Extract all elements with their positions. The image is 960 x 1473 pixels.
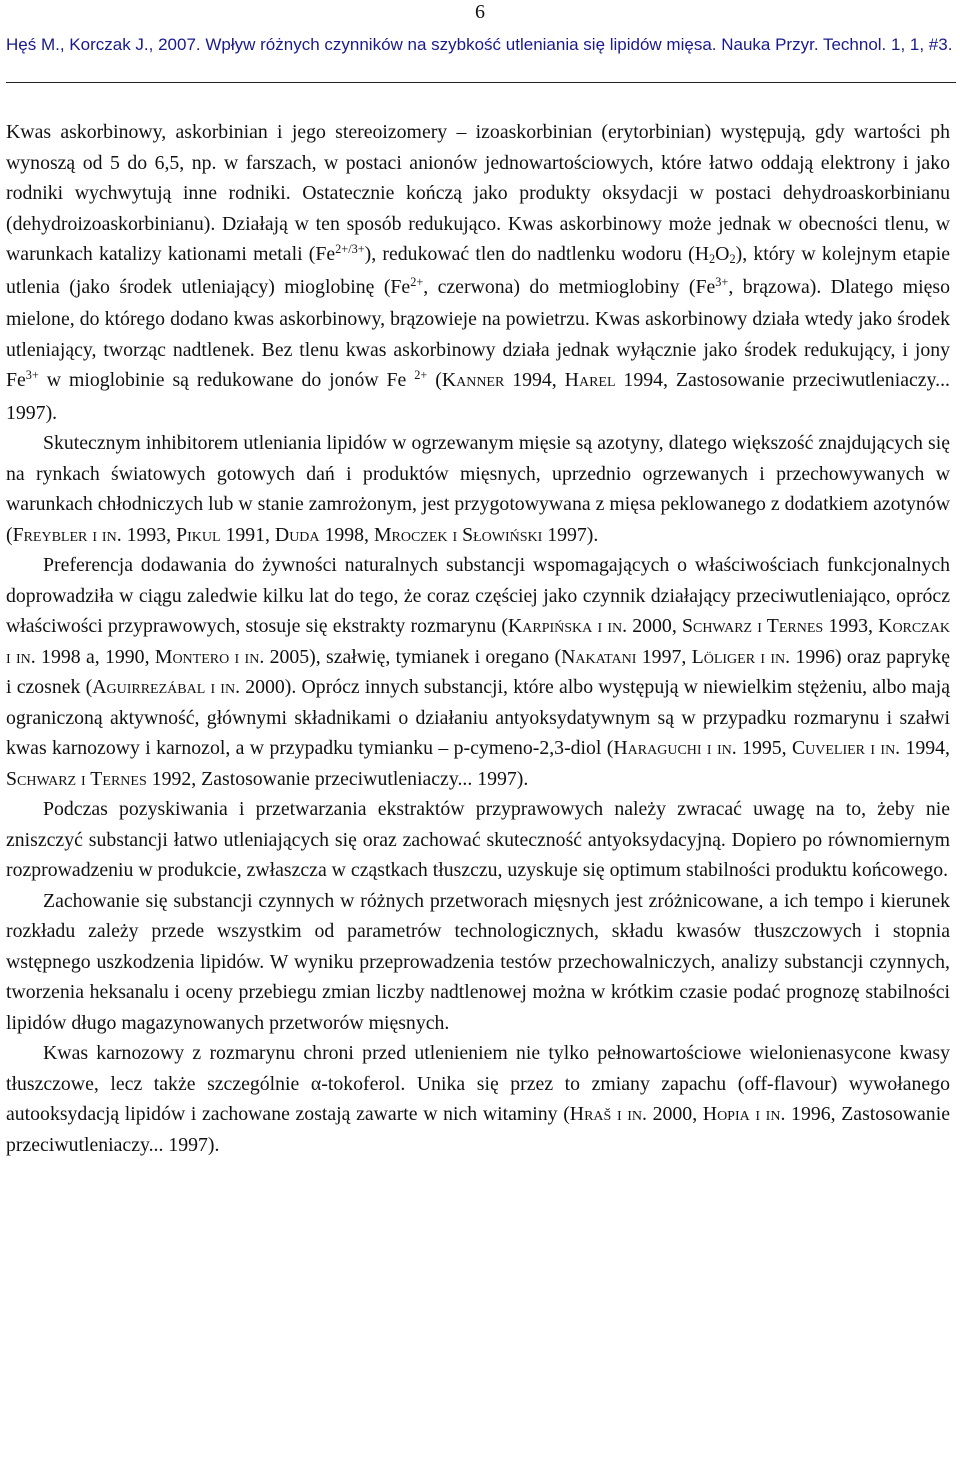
citation-author: Schwarz i Ternes bbox=[681, 615, 824, 637]
text-run: 1994, bbox=[504, 369, 565, 391]
citation-author: Nakatani bbox=[561, 645, 637, 668]
text-run: 1997). bbox=[542, 523, 599, 546]
paragraph-nitrites bbox=[6, 428, 950, 550]
citation-author: Korczak i in. bbox=[6, 615, 951, 668]
superscript: 3+ bbox=[25, 368, 39, 383]
page-number: 6 bbox=[475, 1, 485, 23]
text-run: , brązowa). Dlatego mięso mielone, do którego dodano kwas askorbinowy, brązowieje na powietrzu. Kwas askorbinowy działa wtedy jako środek utleniający, tworząc nadtlenek. Bez tlenu kwas askorbinowy działa jednak wyłącznie jako środek redukujący, i jony Fe bbox=[6, 275, 950, 391]
citation-author: Karpińska i in. bbox=[507, 615, 628, 637]
paragraph-substance-behavior: Zachowanie się substancji czynnych w różnych przetworach mięsnych jest zróżnicowane, a ich tempo i kierunek rozkładu zależy przede wszystkim od parametrów technologicznych, składu kwasów tłuszczowych i stopnia wstępnego uszkodzenia lipidów. W wyniku przeprowadzenia testów przechowalniczych, analizy substancji czynnych, tworzenia heksanalu i oceny przebiegu zmian liczby nadtlenowej można w krótkim czasie podać prognozę stabilności lipidów długo magazynowanych przetworów mięsnych. bbox=[6, 889, 950, 1034]
superscript: 2+ bbox=[414, 368, 428, 383]
subscript: 2 bbox=[729, 252, 736, 267]
text-run: w mioglobinie są redukowane do jonów Fe bbox=[38, 369, 415, 391]
text-run: 1994, bbox=[900, 737, 950, 759]
text-run: 1993, bbox=[121, 523, 177, 546]
paragraph-ascorbic-acid bbox=[6, 117, 950, 428]
citation-author: Löliger i in. bbox=[691, 645, 791, 668]
text-run: 1991, bbox=[220, 523, 275, 546]
subscript: 2 bbox=[709, 252, 716, 267]
text-run: ), redukować tlen do nadtlenku wodoru (H bbox=[364, 243, 710, 265]
text-run: Kwas karnozowy z rozmarynu chroni przed utlenieniem nie tylko pełnowartościowe wielonienasycone kwasy tłuszczowe, lecz także szczególnie α-tokoferol. Unika się przez to zmiany zapachu (off-flavour) wywołanego autooksydacją lipidów i zachowane zostają zawarte w nich witaminy ( bbox=[6, 1042, 950, 1125]
text-run: 1998, bbox=[319, 523, 374, 546]
text-run: Skutecznym inhibitorem utleniania lipidów w ogrzewanym mięsie są azotyny, dlatego większość znajdujących się na rynkach światowych gotowych dań i produktów mięsnych, uprzednio ogrzewanych i przechowywanych w warunkach chłodniczych lub w stanie zamrożonym, jest przygotowywana z mięsa peklowanego z dodatkiem azotynów ( bbox=[6, 432, 950, 546]
header-divider bbox=[6, 82, 956, 83]
citation-author: Kanner bbox=[441, 369, 505, 391]
text-run: 1992, Zastosowanie przeciwutleniaczy... 1997). bbox=[146, 767, 529, 790]
citation-author: Freybler i in. bbox=[12, 523, 122, 546]
citation-author: Harel bbox=[564, 369, 616, 391]
running-header-citation: Hęś M., Korczak J., 2007. Wpływ różnych czynników na szybkość utleniania się lipidów mięsa. Nauka Przyr. Technol. 1, 1, #3. bbox=[6, 35, 953, 54]
text-run: 1998 a, 1990, bbox=[35, 645, 155, 668]
text-run: O bbox=[715, 243, 730, 265]
citation-author: Haraguchi i in. bbox=[613, 737, 737, 759]
superscript: 2+/3+ bbox=[335, 242, 365, 257]
citation-author: Montero i in. bbox=[154, 645, 265, 668]
paragraph-extract-processing: Podczas pozyskiwania i przetwarzania ekstraktów przyprawowych należy zwracać uwagę na to, żeby nie zniszczyć substancji łatwo utleniających się oraz zachować skuteczność antyoksydacyjną. Dopiero po równomiernym rozprowadzeniu w produkcie, zwłaszcza w cząstkach tłuszczu, uzyskuje się optimum stabilności produktu końcowego. bbox=[6, 798, 950, 881]
text-run: Preferencja dodawania do żywności naturalnych substancji wspomagających o właściwościach funkcjonalnych doprowadziła w ciągu zaledwie kilku lat do tego, że coraz częściej jako czynnik działający przeciwutleniająco, oprócz właściwości przyprawowych, stosuje się ekstrakty rozmarynu ( bbox=[6, 554, 950, 637]
text-run: ), który w kolejnym etapie utlenia (jako środek utleniający) mioglobinę (Fe bbox=[6, 243, 950, 298]
text-run: 2000, bbox=[627, 615, 682, 637]
superscript: 3+ bbox=[715, 274, 729, 289]
text-run: Kwas askorbinowy, askorbinian i jego stereoizomery – izoaskorbinian (erytorbinian) występują, gdy wartości ph wynoszą od 5 do 6,5, np. w farszach, w postaci anionów jednowartościowych, które łatwo oddają elektrony i jako rodniki wychwytują inne rodniki. Ostatecznie kończą jako produkty oksydacji w postaci dehydroaskorbinianu (dehydroizoaskorbinianu). Działają w ten sposób redukująco. Kwas askorbinowy może jednak w obecności tlenu, w warunkach katalizy kationami metali (Fe bbox=[6, 121, 950, 265]
superscript: 2+ bbox=[410, 274, 424, 289]
citation-author: Schwarz i Ternes bbox=[6, 767, 147, 790]
citation-author: Aguirrezábal i in. bbox=[92, 676, 241, 698]
citation-author: Hraš i in. bbox=[569, 1103, 647, 1125]
paragraph-carnosic-acid bbox=[6, 1038, 950, 1160]
paragraph-natural-substances bbox=[6, 550, 950, 794]
article-body bbox=[6, 117, 950, 1160]
text-run: ( bbox=[427, 369, 442, 391]
citation-author: Mroczek i Słowiński bbox=[373, 523, 543, 546]
text-run: 1994, Zastosowanie przeciwutleniaczy... 1997). bbox=[6, 369, 950, 424]
text-run: , czerwona) do metmioglobiny (Fe bbox=[423, 275, 716, 298]
text-run: 1993, bbox=[823, 615, 879, 637]
text-run: 2000). Oprócz innych substancji, które albo występują w niewielkim stężeniu, albo mają ograniczoną aktywność, głównymi składnikami o działaniu antyoksydatywnym są w przypadku rozmarynu i szałwi kwas karnozowy i karnozol, a w przypadku tymianku – p-cymeno-2,3-diol ( bbox=[6, 676, 950, 759]
text-run: 1996, Zastosowanie przeciwutleniaczy... 1997). bbox=[6, 1103, 950, 1156]
citation-author: Duda bbox=[274, 523, 320, 546]
citation-author: Pikul bbox=[176, 523, 221, 546]
text-run: 2005), szałwię, tymianek i oregano ( bbox=[264, 645, 562, 668]
text-run: 1997, bbox=[636, 645, 692, 668]
citation-author: Cuvelier i in. bbox=[791, 737, 901, 759]
text-run: 2000, bbox=[646, 1103, 703, 1125]
citation-author: Hopia i in. bbox=[702, 1103, 786, 1125]
text-run: 1995, bbox=[736, 737, 792, 759]
text-run: 1996) oraz paprykę i czosnek ( bbox=[6, 645, 951, 698]
